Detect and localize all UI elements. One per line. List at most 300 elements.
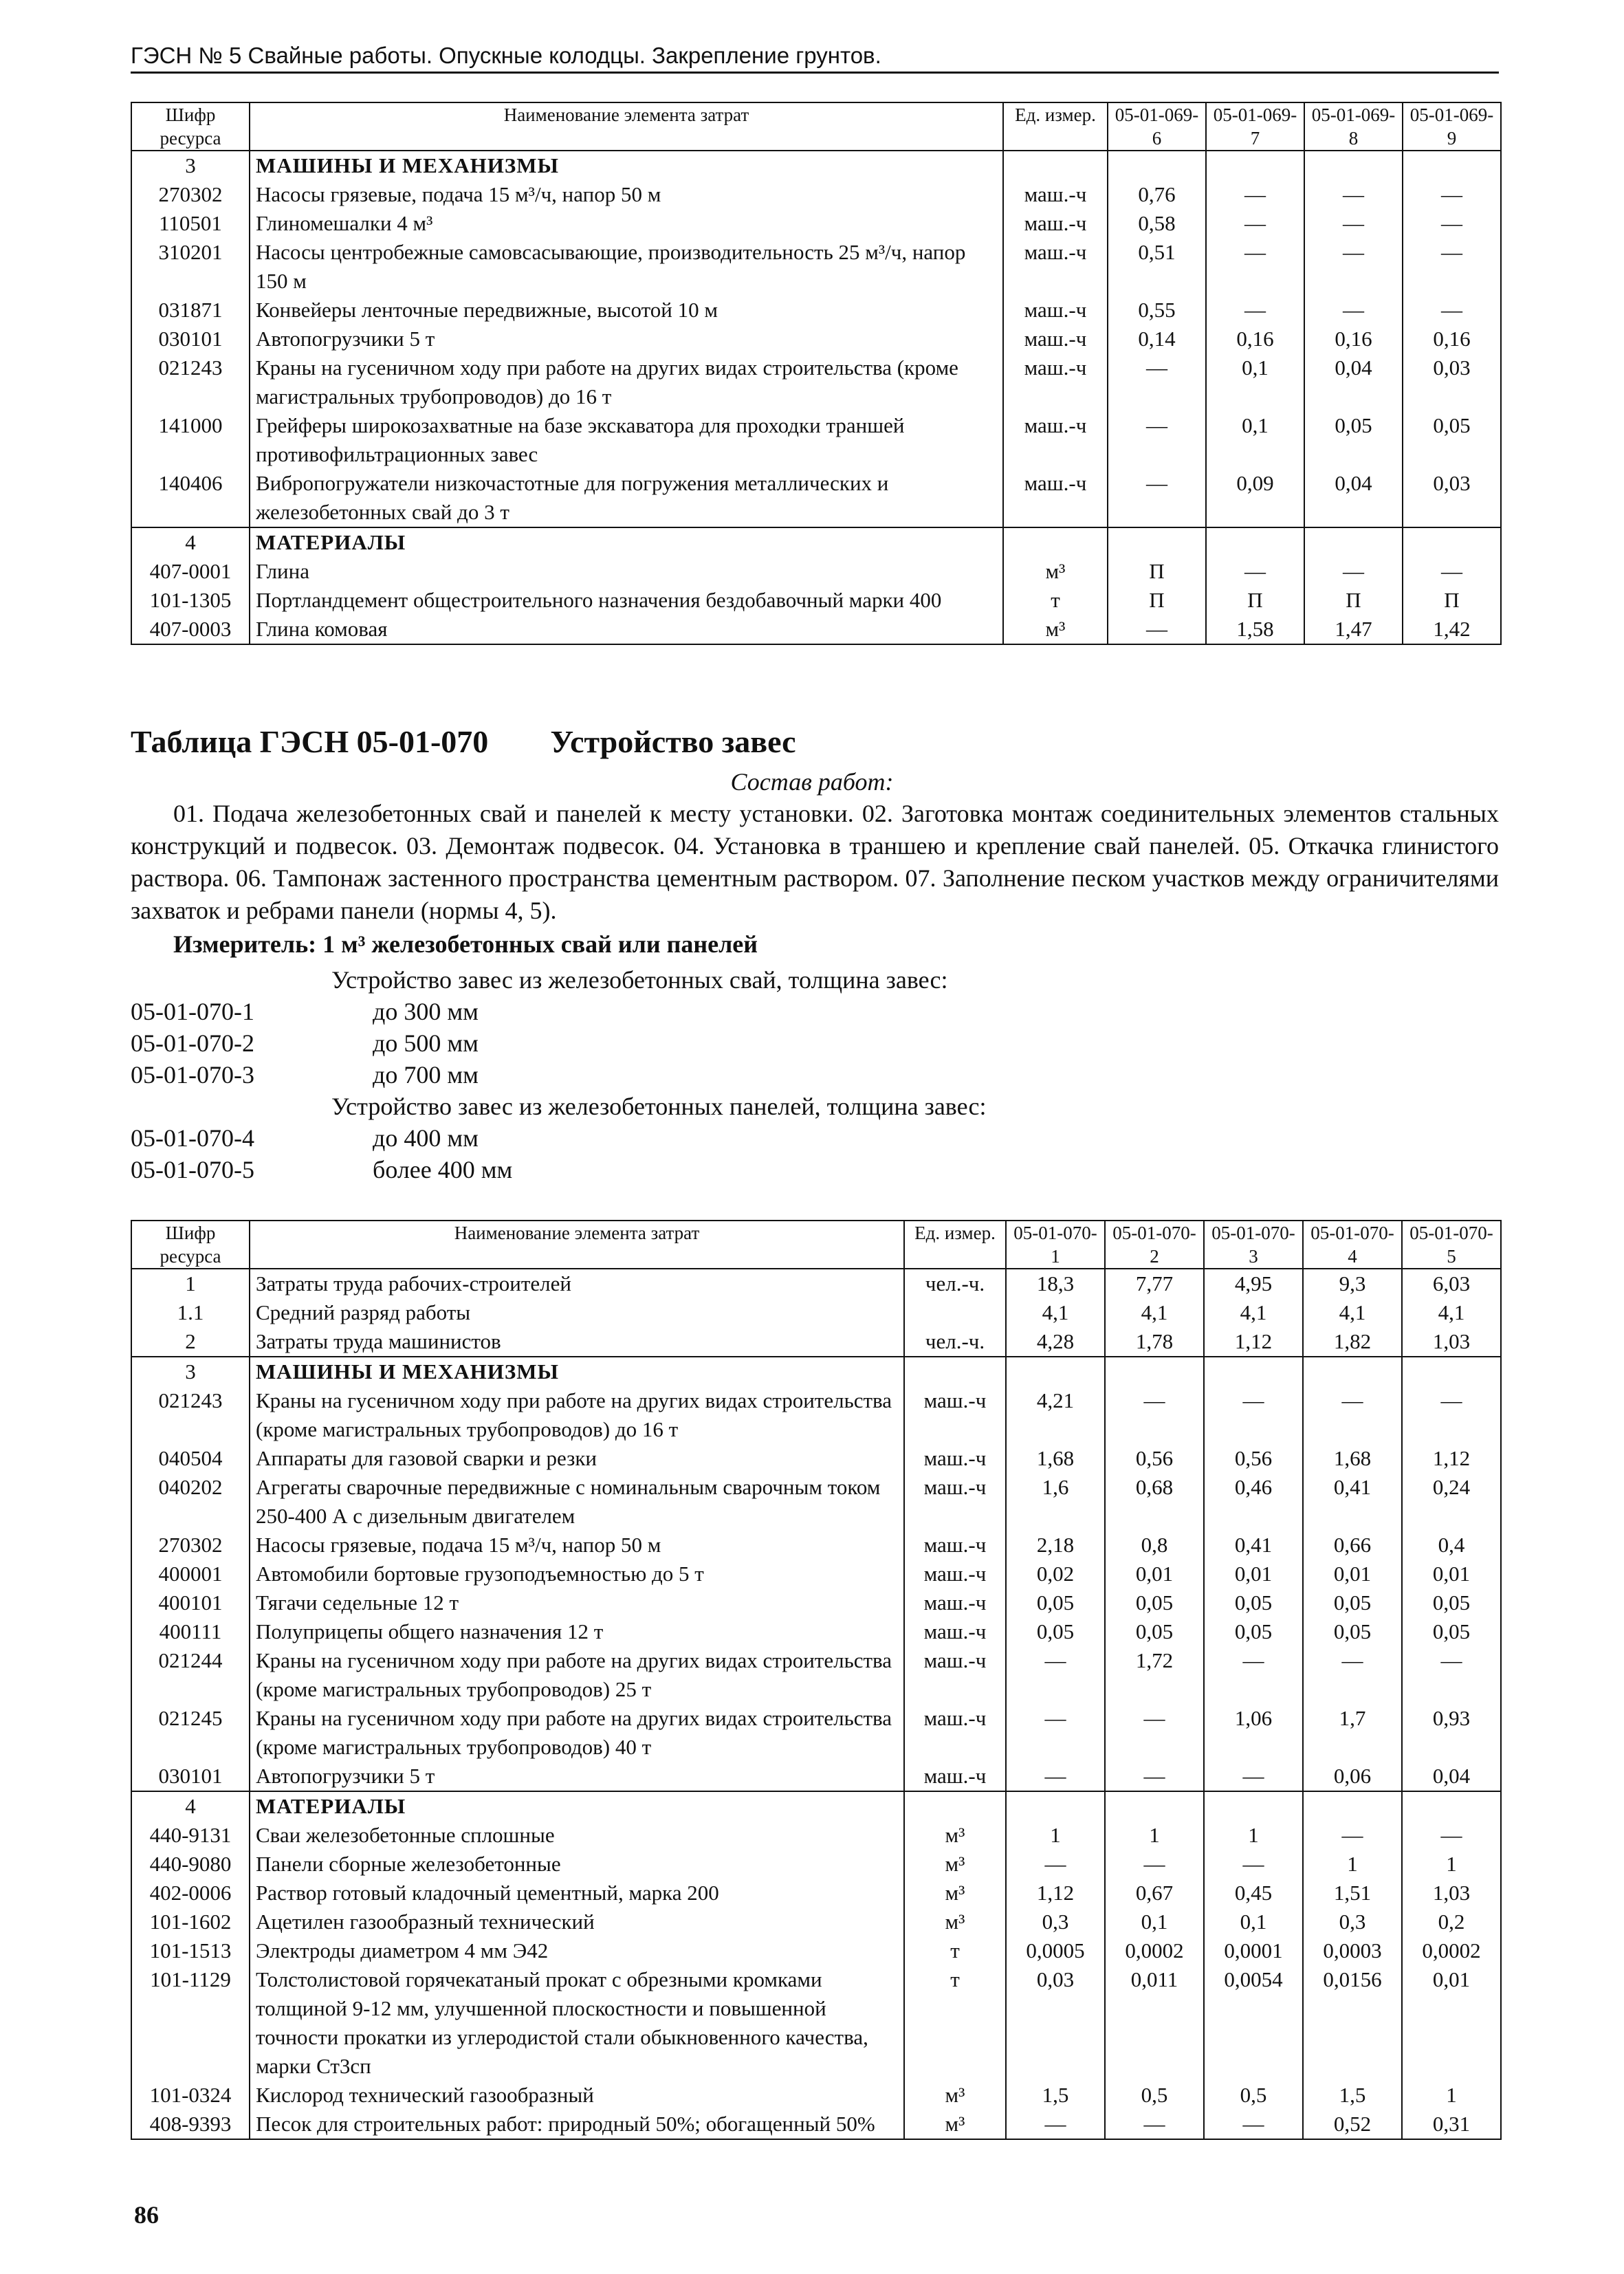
value-cell: —: [1304, 296, 1403, 325]
value-cell: [1304, 151, 1403, 180]
resource-code: 2: [131, 1327, 250, 1357]
variant-code: 05-01-070-2: [131, 1029, 254, 1057]
value-cell: 0,31: [1402, 2110, 1501, 2139]
value-cell: 0,41: [1303, 1473, 1402, 1531]
resource-code: 3: [131, 1357, 250, 1386]
resource-code: 101-1129: [131, 1965, 250, 2081]
resource-row: [131, 1762, 1501, 1791]
unit-cell: маш.-ч: [1003, 469, 1108, 527]
resource-code: 021243: [131, 1386, 250, 1444]
unit-cell: маш.-ч: [904, 1617, 1006, 1646]
resource-name: Тягачи седельные 12 т: [250, 1588, 904, 1617]
value-cell: 0,5: [1105, 2081, 1204, 2110]
resource-name: Краны на гусеничном ходу при работе на других видах строительства (кроме магистральных трубопроводов) 40 т: [250, 1704, 904, 1762]
resource-code: 030101: [131, 325, 250, 353]
value-cell: 0,0156: [1303, 1965, 1402, 2081]
resource-row: [131, 209, 1501, 238]
value-cell: 0,3: [1006, 1907, 1105, 1936]
header-col-2: 05-01-070-2: [1105, 1221, 1204, 1269]
value-cell: 1,5: [1303, 2081, 1402, 2110]
value-cell: [1206, 527, 1304, 557]
variant-code: 05-01-070-5: [131, 1156, 254, 1183]
section-row: [131, 151, 1501, 180]
resource-name: Вибропогружатели низкочастотные для погружения металлических и железобетонных свай до 3 т: [250, 469, 1003, 527]
value-cell: 0,05: [1403, 411, 1501, 469]
value-cell: 0,68: [1105, 1473, 1204, 1531]
value-cell: 0,16: [1206, 325, 1304, 353]
value-cell: 0,05: [1006, 1588, 1105, 1617]
value-cell: 0,05: [1304, 411, 1403, 469]
variant-text: более 400 мм: [373, 1156, 513, 1183]
unit-cell: маш.-ч: [904, 1473, 1006, 1531]
resource-name: Насосы грязевые, подача 15 м³/ч, напор 50 м: [250, 180, 1003, 209]
resource-row: [131, 1646, 1501, 1704]
resource-code: 407-0001: [131, 557, 250, 586]
header-col-3: 05-01-069-8: [1304, 102, 1403, 151]
resource-name: Электроды диаметром 4 мм Э42: [250, 1936, 904, 1965]
resource-table-070: [131, 1220, 1502, 2140]
header-col-4: 05-01-069-9: [1403, 102, 1501, 151]
value-cell: 1,5: [1006, 2081, 1105, 2110]
resource-name: Затраты труда рабочих-строителей: [250, 1269, 904, 1298]
value-cell: —: [1206, 180, 1304, 209]
value-cell: 0,01: [1204, 1560, 1303, 1588]
value-cell: 0,76: [1108, 180, 1206, 209]
unit-cell: м³: [1003, 557, 1108, 586]
value-cell: 0,0001: [1204, 1936, 1303, 1965]
value-cell: 0,01: [1402, 1560, 1501, 1588]
resource-name: Глиномешалки 4 м³: [250, 209, 1003, 238]
value-cell: 0,16: [1304, 325, 1403, 353]
value-cell: 0,05: [1303, 1588, 1402, 1617]
unit-cell: маш.-ч: [904, 1646, 1006, 1704]
resource-name: Конвейеры ленточные передвижные, высотой 10 м: [250, 296, 1003, 325]
value-cell: [1304, 527, 1403, 557]
unit-cell: т: [1003, 586, 1108, 615]
variant-text: до 400 мм: [373, 1124, 479, 1152]
value-cell: 4,1: [1402, 1298, 1501, 1327]
value-cell: —: [1206, 238, 1304, 296]
unit-cell: [1003, 151, 1108, 180]
variant-row: [131, 1059, 986, 1091]
value-cell: 0,1: [1206, 411, 1304, 469]
value-cell: —: [1105, 2110, 1204, 2139]
resource-code: 310201: [131, 238, 250, 296]
section-row: [131, 1357, 1501, 1386]
resource-row: [131, 1907, 1501, 1936]
value-cell: 0,93: [1402, 1704, 1501, 1762]
resource-code: 400001: [131, 1560, 250, 1588]
value-cell: [1403, 527, 1501, 557]
resource-name: Панели сборные железобетонные: [250, 1850, 904, 1879]
value-cell: 1,58: [1206, 615, 1304, 644]
resource-row: [131, 1298, 1501, 1327]
resource-code: 1.1: [131, 1298, 250, 1327]
table-number: Таблица ГЭСН 05-01-070: [131, 724, 489, 759]
value-cell: [1204, 1357, 1303, 1386]
value-cell: —: [1006, 1762, 1105, 1791]
resource-table-069: [131, 102, 1502, 645]
value-cell: —: [1204, 1762, 1303, 1791]
resource-row: [131, 557, 1501, 586]
work-composition-text: 01. Подача железобетонных свай и панелей к месту установки. 02. Заготовка монтаж соединительных элементов стальных конструкций и подвесок. 03. Демонтаж подвесок. 04. Установка в траншею и крепление свай панелей. 05. Откачка глинистого раствора. 06. Тампонаж застенного пространства цементным раствором. 07. Заполнение песком участков между ограничителями захваток и ребрами панели (нормы 4, 5).: [131, 800, 1499, 924]
resource-code: 021245: [131, 1704, 250, 1762]
value-cell: [1206, 151, 1304, 180]
unit-cell: маш.-ч: [1003, 353, 1108, 411]
value-cell: 0,56: [1105, 1444, 1204, 1473]
unit-cell: маш.-ч: [904, 1444, 1006, 1473]
resource-row: [131, 2081, 1501, 2110]
value-cell: [1303, 1791, 1402, 1821]
variant-row: [131, 1154, 986, 1185]
unit-cell: [904, 1298, 1006, 1327]
value-cell: —: [1006, 1646, 1105, 1704]
header-col-1: 05-01-070-1: [1006, 1221, 1105, 1269]
value-cell: 0,67: [1105, 1879, 1204, 1907]
work-composition-heading: Состав работ:: [730, 768, 894, 796]
value-cell: —: [1303, 1821, 1402, 1850]
resource-code: 030101: [131, 1762, 250, 1791]
value-cell: 1,47: [1304, 615, 1403, 644]
resource-row: [131, 325, 1501, 353]
value-cell: 0,0002: [1402, 1936, 1501, 1965]
resource-row: [131, 1704, 1501, 1762]
value-cell: —: [1108, 615, 1206, 644]
resource-code: 1: [131, 1269, 250, 1298]
resource-code: 021243: [131, 353, 250, 411]
unit-cell: маш.-ч: [1003, 180, 1108, 209]
value-cell: 0,06: [1303, 1762, 1402, 1791]
value-cell: —: [1304, 557, 1403, 586]
resource-name: Автомобили бортовые грузоподъемностью до 5 т: [250, 1560, 904, 1588]
value-cell: 2,18: [1006, 1531, 1105, 1560]
value-cell: 0,1: [1206, 353, 1304, 411]
value-cell: 1,06: [1204, 1704, 1303, 1762]
value-cell: —: [1105, 1762, 1204, 1791]
value-cell: —: [1204, 1646, 1303, 1704]
unit-cell: маш.-ч: [1003, 209, 1108, 238]
value-cell: 1,12: [1402, 1444, 1501, 1473]
value-cell: 4,1: [1204, 1298, 1303, 1327]
value-cell: 0,01: [1303, 1560, 1402, 1588]
value-cell: 0,66: [1303, 1531, 1402, 1560]
value-cell: 0,04: [1304, 469, 1403, 527]
unit-cell: [904, 1357, 1006, 1386]
unit-cell: [904, 1791, 1006, 1821]
value-cell: —: [1108, 353, 1206, 411]
value-cell: —: [1303, 1386, 1402, 1444]
table-header-row: [131, 1221, 1501, 1269]
value-cell: 7,77: [1105, 1269, 1204, 1298]
value-cell: 0,41: [1204, 1531, 1303, 1560]
value-cell: 0,04: [1402, 1762, 1501, 1791]
value-cell: [1204, 1791, 1303, 1821]
resource-row: [131, 1617, 1501, 1646]
value-cell: 0,03: [1403, 353, 1501, 411]
value-cell: 1,12: [1204, 1327, 1303, 1357]
value-cell: 4,28: [1006, 1327, 1105, 1357]
running-header: ГЭСН № 5 Свайные работы. Опускные колодцы. Закрепление грунтов.: [131, 43, 1499, 74]
resource-row: [131, 1560, 1501, 1588]
value-cell: —: [1403, 180, 1501, 209]
section-title: МАШИНЫ И МЕХАНИЗМЫ: [250, 1357, 904, 1386]
resource-code: 140406: [131, 469, 250, 527]
resource-row: [131, 411, 1501, 469]
unit-cell: м³: [904, 2081, 1006, 2110]
table-title: Устройство завес: [550, 724, 796, 759]
variant-row: [131, 1027, 986, 1059]
value-cell: П: [1403, 586, 1501, 615]
value-cell: 0,46: [1204, 1473, 1303, 1531]
resource-row: [131, 586, 1501, 615]
resource-name: Автопогрузчики 5 т: [250, 325, 1003, 353]
value-cell: 0,01: [1105, 1560, 1204, 1588]
piles-subheading: Устройство завес из железобетонных свай, толщина завес:: [331, 966, 948, 994]
value-cell: 0,1: [1105, 1907, 1204, 1936]
value-cell: —: [1304, 238, 1403, 296]
resource-code: 400101: [131, 1588, 250, 1617]
unit-cell: т: [904, 1965, 1006, 2081]
unit-cell: м³: [904, 1850, 1006, 1879]
norm-variants: [131, 964, 986, 1185]
value-cell: —: [1204, 2110, 1303, 2139]
value-cell: 0,09: [1206, 469, 1304, 527]
resource-code: 407-0003: [131, 615, 250, 644]
resource-name: Полуприцепы общего назначения 12 т: [250, 1617, 904, 1646]
resource-row: [131, 1444, 1501, 1473]
value-cell: 0,51: [1108, 238, 1206, 296]
value-cell: [1108, 527, 1206, 557]
value-cell: 1: [1006, 1821, 1105, 1850]
unit-cell: маш.-ч: [904, 1704, 1006, 1762]
resource-code: 400111: [131, 1617, 250, 1646]
unit-cell: чел.-ч.: [904, 1327, 1006, 1357]
resource-code: 101-0324: [131, 2081, 250, 2110]
value-cell: 0,14: [1108, 325, 1206, 353]
value-cell: [1105, 1791, 1204, 1821]
resource-code: 440-9131: [131, 1821, 250, 1850]
header-col-3: 05-01-070-3: [1204, 1221, 1303, 1269]
value-cell: 1,82: [1303, 1327, 1402, 1357]
unit-cell: м³: [904, 1821, 1006, 1850]
resource-name: Глина: [250, 557, 1003, 586]
resource-name: Песок для строительных работ: природный 50%; обогащенный 50%: [250, 2110, 904, 2139]
value-cell: —: [1206, 209, 1304, 238]
value-cell: —: [1108, 411, 1206, 469]
value-cell: 1: [1105, 1821, 1204, 1850]
resource-code: 101-1305: [131, 586, 250, 615]
resource-name: Краны на гусеничном ходу при работе на других видах строительства (кроме магистральных трубопроводов) 25 т: [250, 1646, 904, 1704]
value-cell: 0,8: [1105, 1531, 1204, 1560]
value-cell: —: [1403, 296, 1501, 325]
value-cell: 0,3: [1303, 1907, 1402, 1936]
resource-name: Аппараты для газовой сварки и резки: [250, 1444, 904, 1473]
resource-row: [131, 238, 1501, 296]
value-cell: 1,51: [1303, 1879, 1402, 1907]
resource-name: Автопогрузчики 5 т: [250, 1762, 904, 1791]
value-cell: 0,02: [1006, 1560, 1105, 1588]
value-cell: 1,68: [1006, 1444, 1105, 1473]
resource-code: 040202: [131, 1473, 250, 1531]
value-cell: 0,01: [1402, 1965, 1501, 2081]
value-cell: П: [1304, 586, 1403, 615]
resource-row: [131, 1588, 1501, 1617]
value-cell: [1402, 1791, 1501, 1821]
unit-cell: т: [904, 1936, 1006, 1965]
value-cell: 0,5: [1204, 2081, 1303, 2110]
resource-code: 408-9393: [131, 2110, 250, 2139]
value-cell: 1,12: [1006, 1879, 1105, 1907]
value-cell: —: [1204, 1386, 1303, 1444]
resource-name: Агрегаты сварочные передвижные с номинальным сварочным током 250-400 А с дизельным двигателем: [250, 1473, 904, 1531]
unit-cell: маш.-ч: [904, 1762, 1006, 1791]
value-cell: 0,05: [1303, 1617, 1402, 1646]
section-title: МАТЕРИАЛЫ: [250, 527, 1003, 557]
value-cell: 0,45: [1204, 1879, 1303, 1907]
value-cell: —: [1206, 557, 1304, 586]
value-cell: 0,16: [1403, 325, 1501, 353]
resource-row: [131, 353, 1501, 411]
resource-code: 440-9080: [131, 1850, 250, 1879]
value-cell: 0,04: [1304, 353, 1403, 411]
value-cell: 0,0054: [1204, 1965, 1303, 2081]
resource-row: [131, 1327, 1501, 1357]
value-cell: 0,56: [1204, 1444, 1303, 1473]
resource-name: Раствор готовый кладочный цементный, марка 200: [250, 1879, 904, 1907]
value-cell: —: [1206, 296, 1304, 325]
value-cell: 0,0005: [1006, 1936, 1105, 1965]
resource-row: [131, 1473, 1501, 1531]
value-cell: —: [1006, 2110, 1105, 2139]
resource-row: [131, 2110, 1501, 2139]
value-cell: —: [1402, 1821, 1501, 1850]
resource-name: Портландцемент общестроительного назначения бездобавочный марки 400: [250, 586, 1003, 615]
value-cell: П: [1108, 586, 1206, 615]
resource-row: [131, 615, 1501, 644]
unit-cell: маш.-ч: [1003, 296, 1108, 325]
header-unit: Ед. измер.: [1003, 102, 1108, 151]
resource-code: 270302: [131, 1531, 250, 1560]
value-cell: [1403, 151, 1501, 180]
value-cell: 0,1: [1204, 1907, 1303, 1936]
table-heading: [131, 723, 796, 760]
value-cell: 1,03: [1402, 1879, 1501, 1907]
section-title: МАТЕРИАЛЫ: [250, 1791, 904, 1821]
value-cell: 1,68: [1303, 1444, 1402, 1473]
resource-code: 141000: [131, 411, 250, 469]
unit-cell: [1003, 527, 1108, 557]
section-row: [131, 527, 1501, 557]
value-cell: —: [1403, 557, 1501, 586]
value-cell: [1402, 1357, 1501, 1386]
value-cell: 1,6: [1006, 1473, 1105, 1531]
value-cell: 4,1: [1006, 1298, 1105, 1327]
resource-name: Кислород технический газообразный: [250, 2081, 904, 2110]
value-cell: 0,05: [1105, 1588, 1204, 1617]
value-cell: —: [1204, 1850, 1303, 1879]
resource-code: 040504: [131, 1444, 250, 1473]
resource-code: 4: [131, 1791, 250, 1821]
value-cell: [1006, 1357, 1105, 1386]
resource-code: 021244: [131, 1646, 250, 1704]
variant-text: до 700 мм: [373, 1061, 479, 1089]
header-code: Шифр ресурса: [131, 1221, 250, 1269]
resource-row: [131, 469, 1501, 527]
value-cell: [1105, 1357, 1204, 1386]
resource-row: [131, 1386, 1501, 1444]
variant-code: 05-01-070-3: [131, 1061, 254, 1089]
value-cell: —: [1402, 1646, 1501, 1704]
header-name: Наименование элемента затрат: [250, 102, 1003, 151]
unit-cell: м³: [904, 1907, 1006, 1936]
header-col-5: 05-01-070-5: [1402, 1221, 1501, 1269]
value-cell: 0,0002: [1105, 1936, 1204, 1965]
panels-subheading: Устройство завес из железобетонных панелей, толщина завес:: [331, 1093, 987, 1120]
resource-code: 402-0006: [131, 1879, 250, 1907]
unit-cell: маш.-ч: [904, 1588, 1006, 1617]
value-cell: 0,03: [1403, 469, 1501, 527]
resource-row: [131, 1531, 1501, 1560]
resource-code: 270302: [131, 180, 250, 209]
value-cell: [1108, 151, 1206, 180]
value-cell: 0,05: [1204, 1617, 1303, 1646]
value-cell: 0,4: [1402, 1531, 1501, 1560]
value-cell: П: [1108, 557, 1206, 586]
variant-row: [131, 996, 986, 1027]
resource-row: [131, 180, 1501, 209]
resource-name: Толстолистовой горячекатаный прокат с обрезными кромками толщиной 9-12 мм, улучшенной плоскостности и повышенной точности прокатки из углеродистой стали обыкновенного качества, марки Ст3сп: [250, 1965, 904, 2081]
variant-text: до 300 мм: [373, 998, 479, 1025]
unit-cell: маш.-ч: [904, 1531, 1006, 1560]
value-cell: 1,78: [1105, 1327, 1204, 1357]
unit-cell: маш.-ч: [1003, 325, 1108, 353]
resource-code: 3: [131, 151, 250, 180]
value-cell: —: [1105, 1704, 1204, 1762]
table-header-row: [131, 102, 1501, 151]
value-cell: 1: [1402, 2081, 1501, 2110]
unit-cell: маш.-ч: [904, 1560, 1006, 1588]
value-cell: 18,3: [1006, 1269, 1105, 1298]
value-cell: 1: [1303, 1850, 1402, 1879]
resource-row: [131, 1936, 1501, 1965]
resource-name: Краны на гусеничном ходу при работе на других видах строительства (кроме магистральных трубопроводов) до 16 т: [250, 1386, 904, 1444]
value-cell: 1,7: [1303, 1704, 1402, 1762]
variant-text: до 500 мм: [373, 1029, 479, 1057]
value-cell: —: [1108, 469, 1206, 527]
value-cell: 4,1: [1303, 1298, 1402, 1327]
resource-name: Ацетилен газообразный технический: [250, 1907, 904, 1936]
value-cell: —: [1006, 1704, 1105, 1762]
resource-row: [131, 1821, 1501, 1850]
resource-code: 101-1513: [131, 1936, 250, 1965]
value-cell: 0,24: [1402, 1473, 1501, 1531]
header-col-2: 05-01-069-7: [1206, 102, 1304, 151]
resource-name: Краны на гусеничном ходу при работе на других видах строительства (кроме магистральных трубопроводов) до 16 т: [250, 353, 1003, 411]
value-cell: 0,2: [1402, 1907, 1501, 1936]
value-cell: 4,1: [1105, 1298, 1204, 1327]
value-cell: [1006, 1791, 1105, 1821]
value-cell: —: [1402, 1386, 1501, 1444]
resource-row: [131, 1850, 1501, 1879]
unit-cell: м³: [904, 1879, 1006, 1907]
value-cell: 0,03: [1006, 1965, 1105, 2081]
value-cell: 0,05: [1402, 1588, 1501, 1617]
page-number: 86: [134, 2201, 159, 2229]
value-cell: —: [1105, 1386, 1204, 1444]
value-cell: 0,011: [1105, 1965, 1204, 2081]
measure-unit: Измеритель: 1 м³ железобетонных свай или панелей: [173, 930, 758, 958]
unit-cell: м³: [904, 2110, 1006, 2139]
